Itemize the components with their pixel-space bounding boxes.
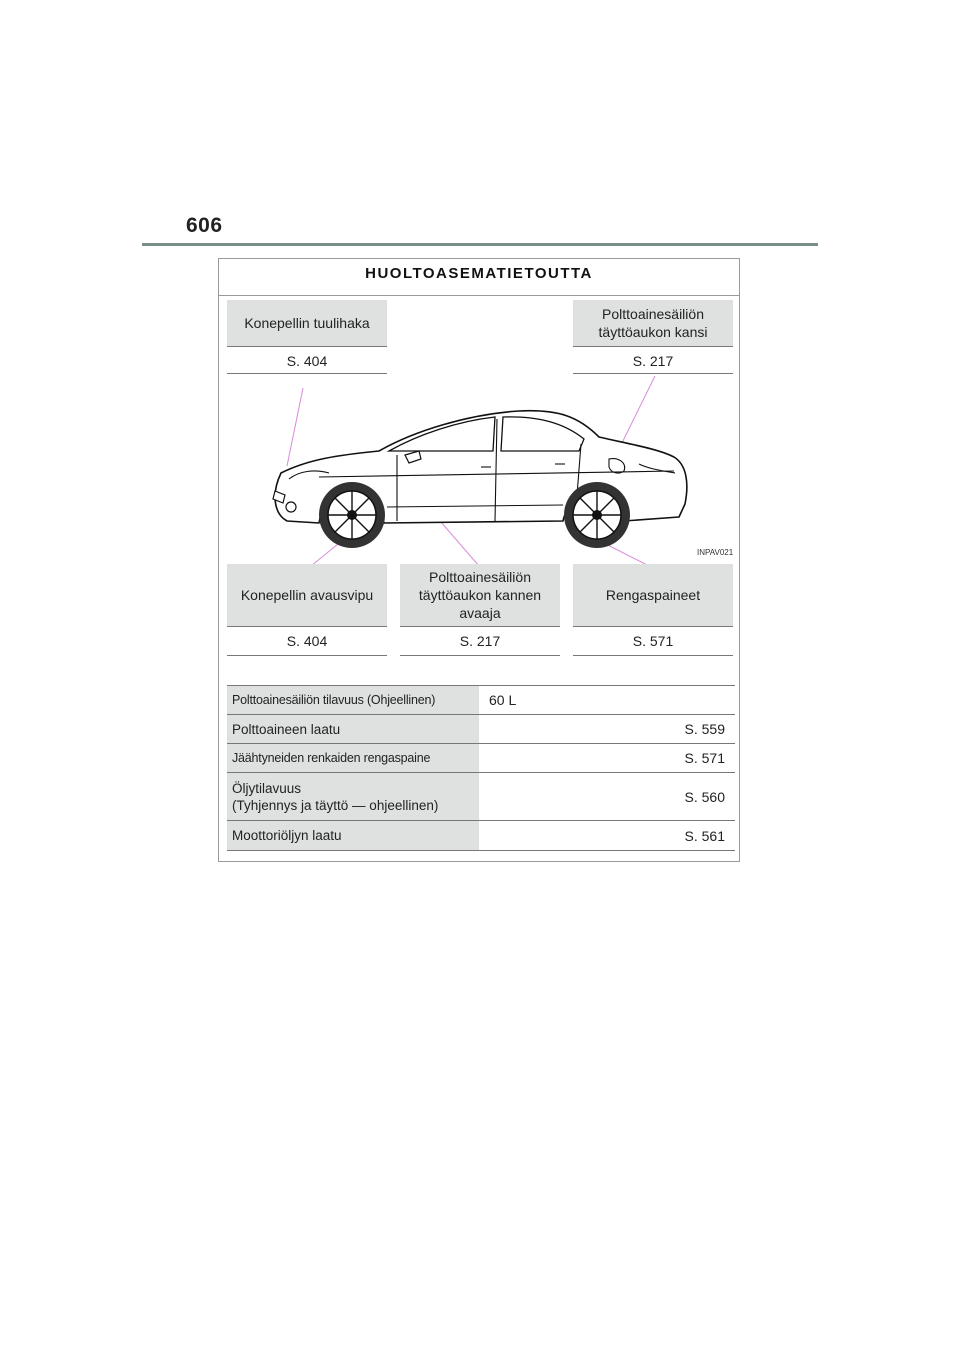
spec-row-oil-quality [227, 821, 735, 851]
spec-value: S. 560 [684, 788, 725, 805]
service-info-box [218, 258, 740, 862]
callout-fuel-opener-page: S. 217 [400, 627, 560, 656]
callout-hood-lever-page: S. 404 [227, 627, 387, 656]
spec-label: Moottoriöljyn laatu [227, 821, 479, 850]
spec-row-cold-tire-pressure [227, 744, 735, 773]
spec-value: S. 559 [684, 721, 725, 737]
callout-hood-lever-label: Konepellin avausvipu [227, 564, 387, 627]
spec-value: S. 571 [684, 750, 725, 766]
callout-fuel-door-page: S. 217 [573, 347, 733, 374]
spec-row-fuel-capacity [227, 686, 735, 715]
spec-label: Polttoaineen laatu [227, 715, 479, 743]
callout-fuel-door-label: Polttoainesäiliön täyttöaukon kansi [573, 300, 733, 347]
spec-label: Jäähtyneiden renkaiden rengaspaine [227, 744, 479, 772]
spec-label: Polttoainesäiliön tilavuus (Ohjeellinen) [227, 686, 479, 714]
page-number: 606 [186, 214, 223, 237]
spec-row-fuel-quality [227, 715, 735, 744]
front-wheel [319, 482, 385, 548]
rear-wheel [564, 482, 630, 548]
callout-tire-pressure-page: S. 571 [573, 627, 733, 656]
spec-label [227, 773, 479, 820]
callout-fuel-opener-label: Polttoainesäiliön täyttöaukon kannen avaaja [400, 564, 560, 627]
callout-tire-pressure-label: Rengaspaineet [573, 564, 733, 627]
spec-label-line2: (Tyhjennys ja täyttö — ohjeellinen) [232, 797, 439, 813]
spec-row-oil-capacity [227, 773, 735, 821]
callout-hood-latch-label: Konepellin tuulihaka [227, 300, 387, 347]
spec-value: S. 561 [684, 827, 725, 844]
car-illustration [219, 259, 741, 589]
spec-label-line1: Öljytilavuus [232, 780, 302, 796]
box-title: HUOLTOASEMATIETOUTTA [365, 265, 593, 282]
header-rule [142, 243, 818, 246]
image-code: INPAV021 [697, 548, 734, 557]
spec-value: 60 L [489, 692, 517, 708]
callout-hood-latch-page: S. 404 [227, 347, 387, 374]
